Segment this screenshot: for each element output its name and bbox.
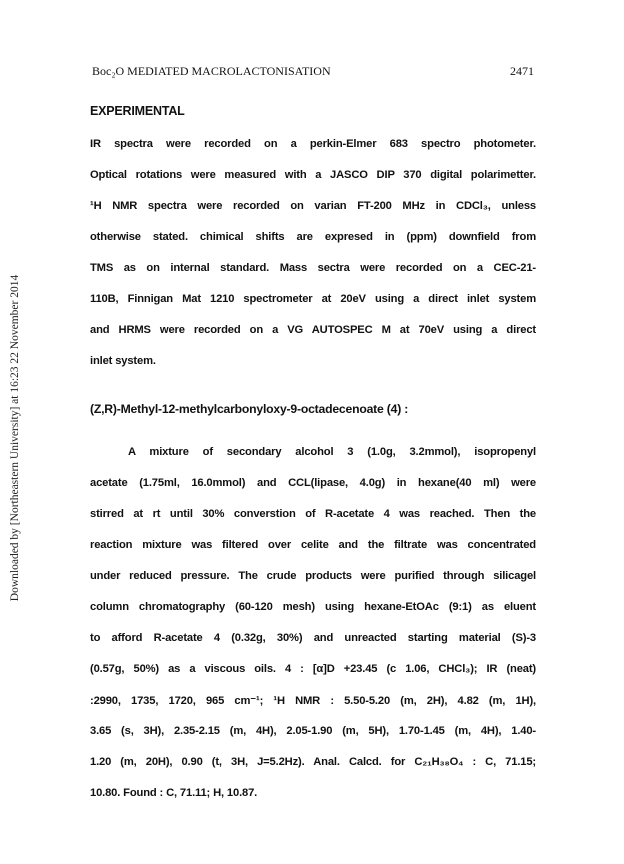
compound-heading: (Z,R)-Methyl-12-methylcarbonyloxy-9-octadecenoate (4) : — [90, 402, 409, 416]
text-line: TMS as on internal standard. Mass sectra were recorded on a CEC-21- — [90, 262, 536, 274]
text-line: 3.65 (s, 3H), 2.35-2.15 (m, 4H), 2.05-1.90 (m, 5H), 1.70-1.45 (m, 4H), 1.40- — [90, 725, 536, 737]
text-line: and HRMS were recorded on a VG AUTOSPEC M at 70eV using a direct — [90, 324, 536, 336]
text-line: acetate (1.75ml, 16.0mmol) and CCL(lipase, 4.0g) in hexane(40 ml) were — [90, 477, 536, 489]
text-line: IR spectra were recorded on a perkin-Elmer 683 spectro photometer. — [90, 138, 536, 150]
text-line: reaction mixture was filtered over celite and the filtrate was concentrated — [90, 539, 536, 551]
text-line: under reduced pressure. The crude products were purified through silicagel — [90, 570, 536, 582]
section-title: EXPERIMENTAL — [90, 104, 185, 118]
page-number: 2471 — [510, 64, 534, 78]
text-line: column chromatography (60-120 mesh) using hexane-EtOAc (9:1) as eluent — [90, 601, 536, 613]
text-line: (0.57g, 50%) as a viscous oils. 4 : [α]D +23.45 (c 1.06, CHCl₃); IR (neat) — [90, 663, 536, 675]
text-line: 10.80. Found : C, 71.11; H, 10.87. — [90, 787, 258, 799]
running-head-title: Boc₂O MEDIATED MACROLACTONISATION — [92, 64, 331, 78]
text-line: 110B, Finnigan Mat 1210 spectrometer at 20eV using a direct inlet system — [90, 293, 536, 305]
text-line: Optical rotations were measured with a JASCO DIP 370 digital polarimetter. — [90, 169, 536, 181]
text-line: A mixture of secondary alcohol 3 (1.0g, 3.2mmol), isopropenyl — [128, 446, 536, 458]
text-line: stirred at rt until 30% converstion of R-acetate 4 was reached. Then the — [90, 508, 536, 520]
text-line: ¹H NMR spectra were recorded on varian FT-200 MHz in CDCl₃, unless — [90, 200, 536, 212]
download-watermark — [8, 248, 22, 628]
running-head — [92, 64, 534, 79]
text-line: inlet system. — [90, 355, 156, 367]
download-watermark-text: Downloaded by [Northeastern University] at 16:23 22 November 2014 — [9, 274, 21, 602]
text-line: 1.20 (m, 20H), 0.90 (t, 3H, J=5.2Hz). Anal. Calcd. for C₂₁H₃₈O₄ : C, 71.15; — [90, 756, 536, 768]
text-line: :2990, 1735, 1720, 965 cm⁻¹; ¹H NMR : 5.50-5.20 (m, 2H), 4.82 (m, 1H), — [90, 695, 536, 707]
text-line: to afford R-acetate 4 (0.32g, 30%) and unreacted starting material (S)-3 — [90, 632, 536, 644]
text-line: otherwise stated. chimical shifts are expresed in (ppm) downfield from — [90, 231, 536, 243]
